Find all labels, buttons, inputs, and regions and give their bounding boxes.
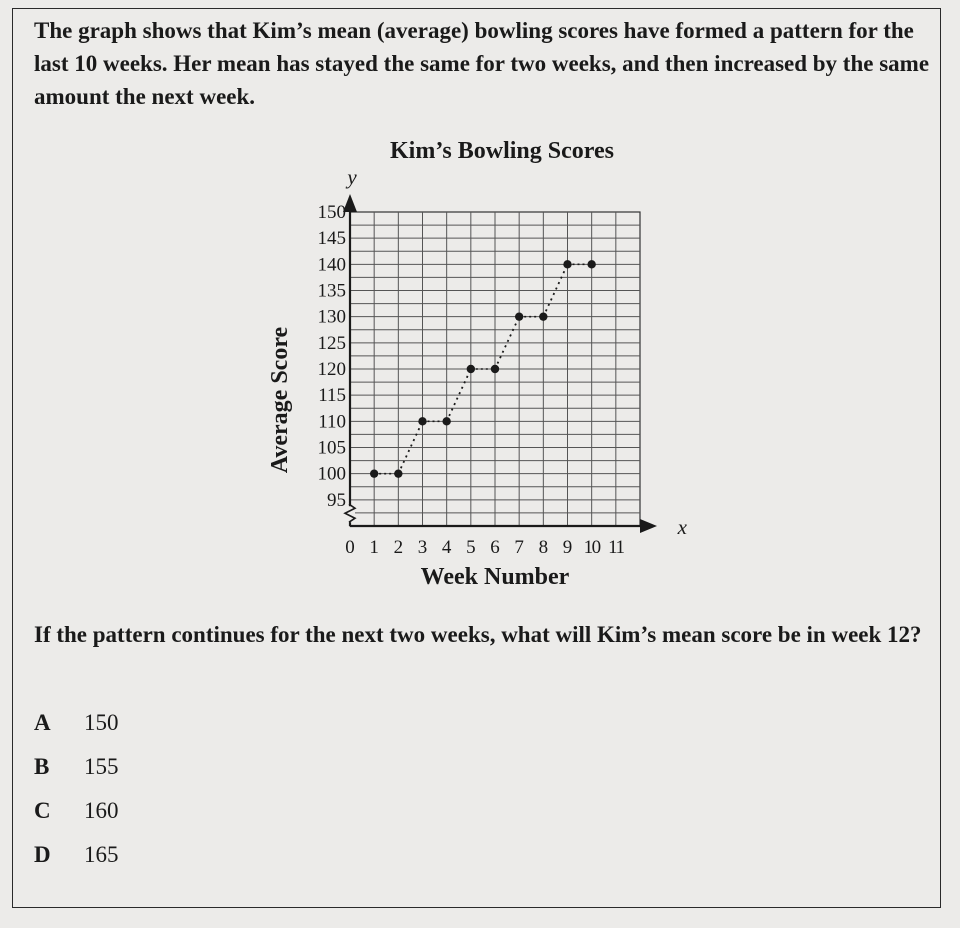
- y-tick-label: 145: [317, 228, 346, 250]
- question-intro: The graph shows that Kim’s mean (average) bowling scores have formed a pattern for the last 10 weeks. Her mean has stayed the same for two weeks, and then increased by the same amount the next week.: [34, 18, 930, 109]
- data-point: [515, 312, 523, 320]
- data-point: [442, 417, 450, 425]
- y-tick-label: 115: [318, 385, 346, 407]
- x-tick-label: 7: [514, 537, 524, 558]
- y-axis-letter: y: [347, 165, 357, 189]
- data-point: [563, 260, 571, 268]
- x-tick-label: 8: [538, 537, 549, 558]
- answer-choice-a[interactable]: [34, 706, 119, 750]
- choice-letter: A: [34, 710, 51, 735]
- y-tick-label: 135: [317, 280, 346, 302]
- y-tick-label: 110: [318, 411, 346, 433]
- choice-letter: B: [34, 754, 50, 779]
- y-tick-label: 125: [317, 332, 346, 354]
- y-tick-label: 140: [317, 254, 346, 276]
- x-tick-label: 11: [608, 537, 624, 558]
- answer-choice-d[interactable]: [34, 838, 119, 882]
- data-point: [370, 469, 378, 477]
- x-tick-label: 5: [466, 537, 476, 558]
- x-axis-letter: x: [677, 515, 687, 539]
- y-tick-label: 95: [327, 489, 346, 511]
- question-prompt: If the pattern continues for the next two weeks, what will Kim’s mean score be in week 12?: [34, 622, 922, 647]
- y-tick-label: 120: [317, 359, 346, 380]
- data-point: [467, 365, 475, 373]
- x-axis-arrow: [640, 519, 657, 533]
- data-point: [587, 260, 595, 268]
- x-tick-label: 0: [345, 537, 355, 558]
- y-tick-label: 130: [317, 306, 346, 328]
- choice-value: 160: [84, 798, 119, 823]
- bowling-scores-chart: [250, 128, 690, 598]
- x-tick-label: 6: [490, 537, 500, 558]
- data-point: [539, 312, 547, 320]
- x-tick-label: 1: [369, 537, 379, 558]
- y-tick-label: 105: [317, 437, 346, 459]
- choice-value: 165: [84, 842, 119, 867]
- x-tick-label: 10: [583, 537, 600, 558]
- x-axis-label: Week Number: [420, 564, 570, 590]
- data-point: [418, 417, 426, 425]
- answer-choice-c[interactable]: [34, 794, 119, 838]
- chart-axes: [343, 194, 657, 533]
- choice-letter: D: [34, 842, 51, 867]
- x-tick-label: 3: [417, 537, 428, 558]
- x-tick-labels: [345, 537, 624, 558]
- choice-value: 150: [84, 710, 119, 735]
- y-tick-label: 150: [317, 202, 346, 223]
- data-point: [491, 365, 499, 373]
- choice-letter: C: [34, 798, 51, 823]
- chart-title: Kim’s Bowling Scores: [389, 138, 615, 164]
- x-tick-label: 4: [441, 537, 452, 558]
- choice-value: 155: [84, 754, 119, 779]
- data-point: [394, 469, 402, 477]
- x-tick-label: 2: [393, 537, 404, 558]
- answer-choice-b[interactable]: [34, 750, 119, 794]
- y-axis-label: Average Score: [267, 326, 293, 474]
- y-tick-label: 100: [317, 463, 346, 485]
- x-tick-label: 9: [562, 537, 573, 558]
- answer-choices: [34, 706, 119, 882]
- y-tick-labels: [318, 202, 347, 511]
